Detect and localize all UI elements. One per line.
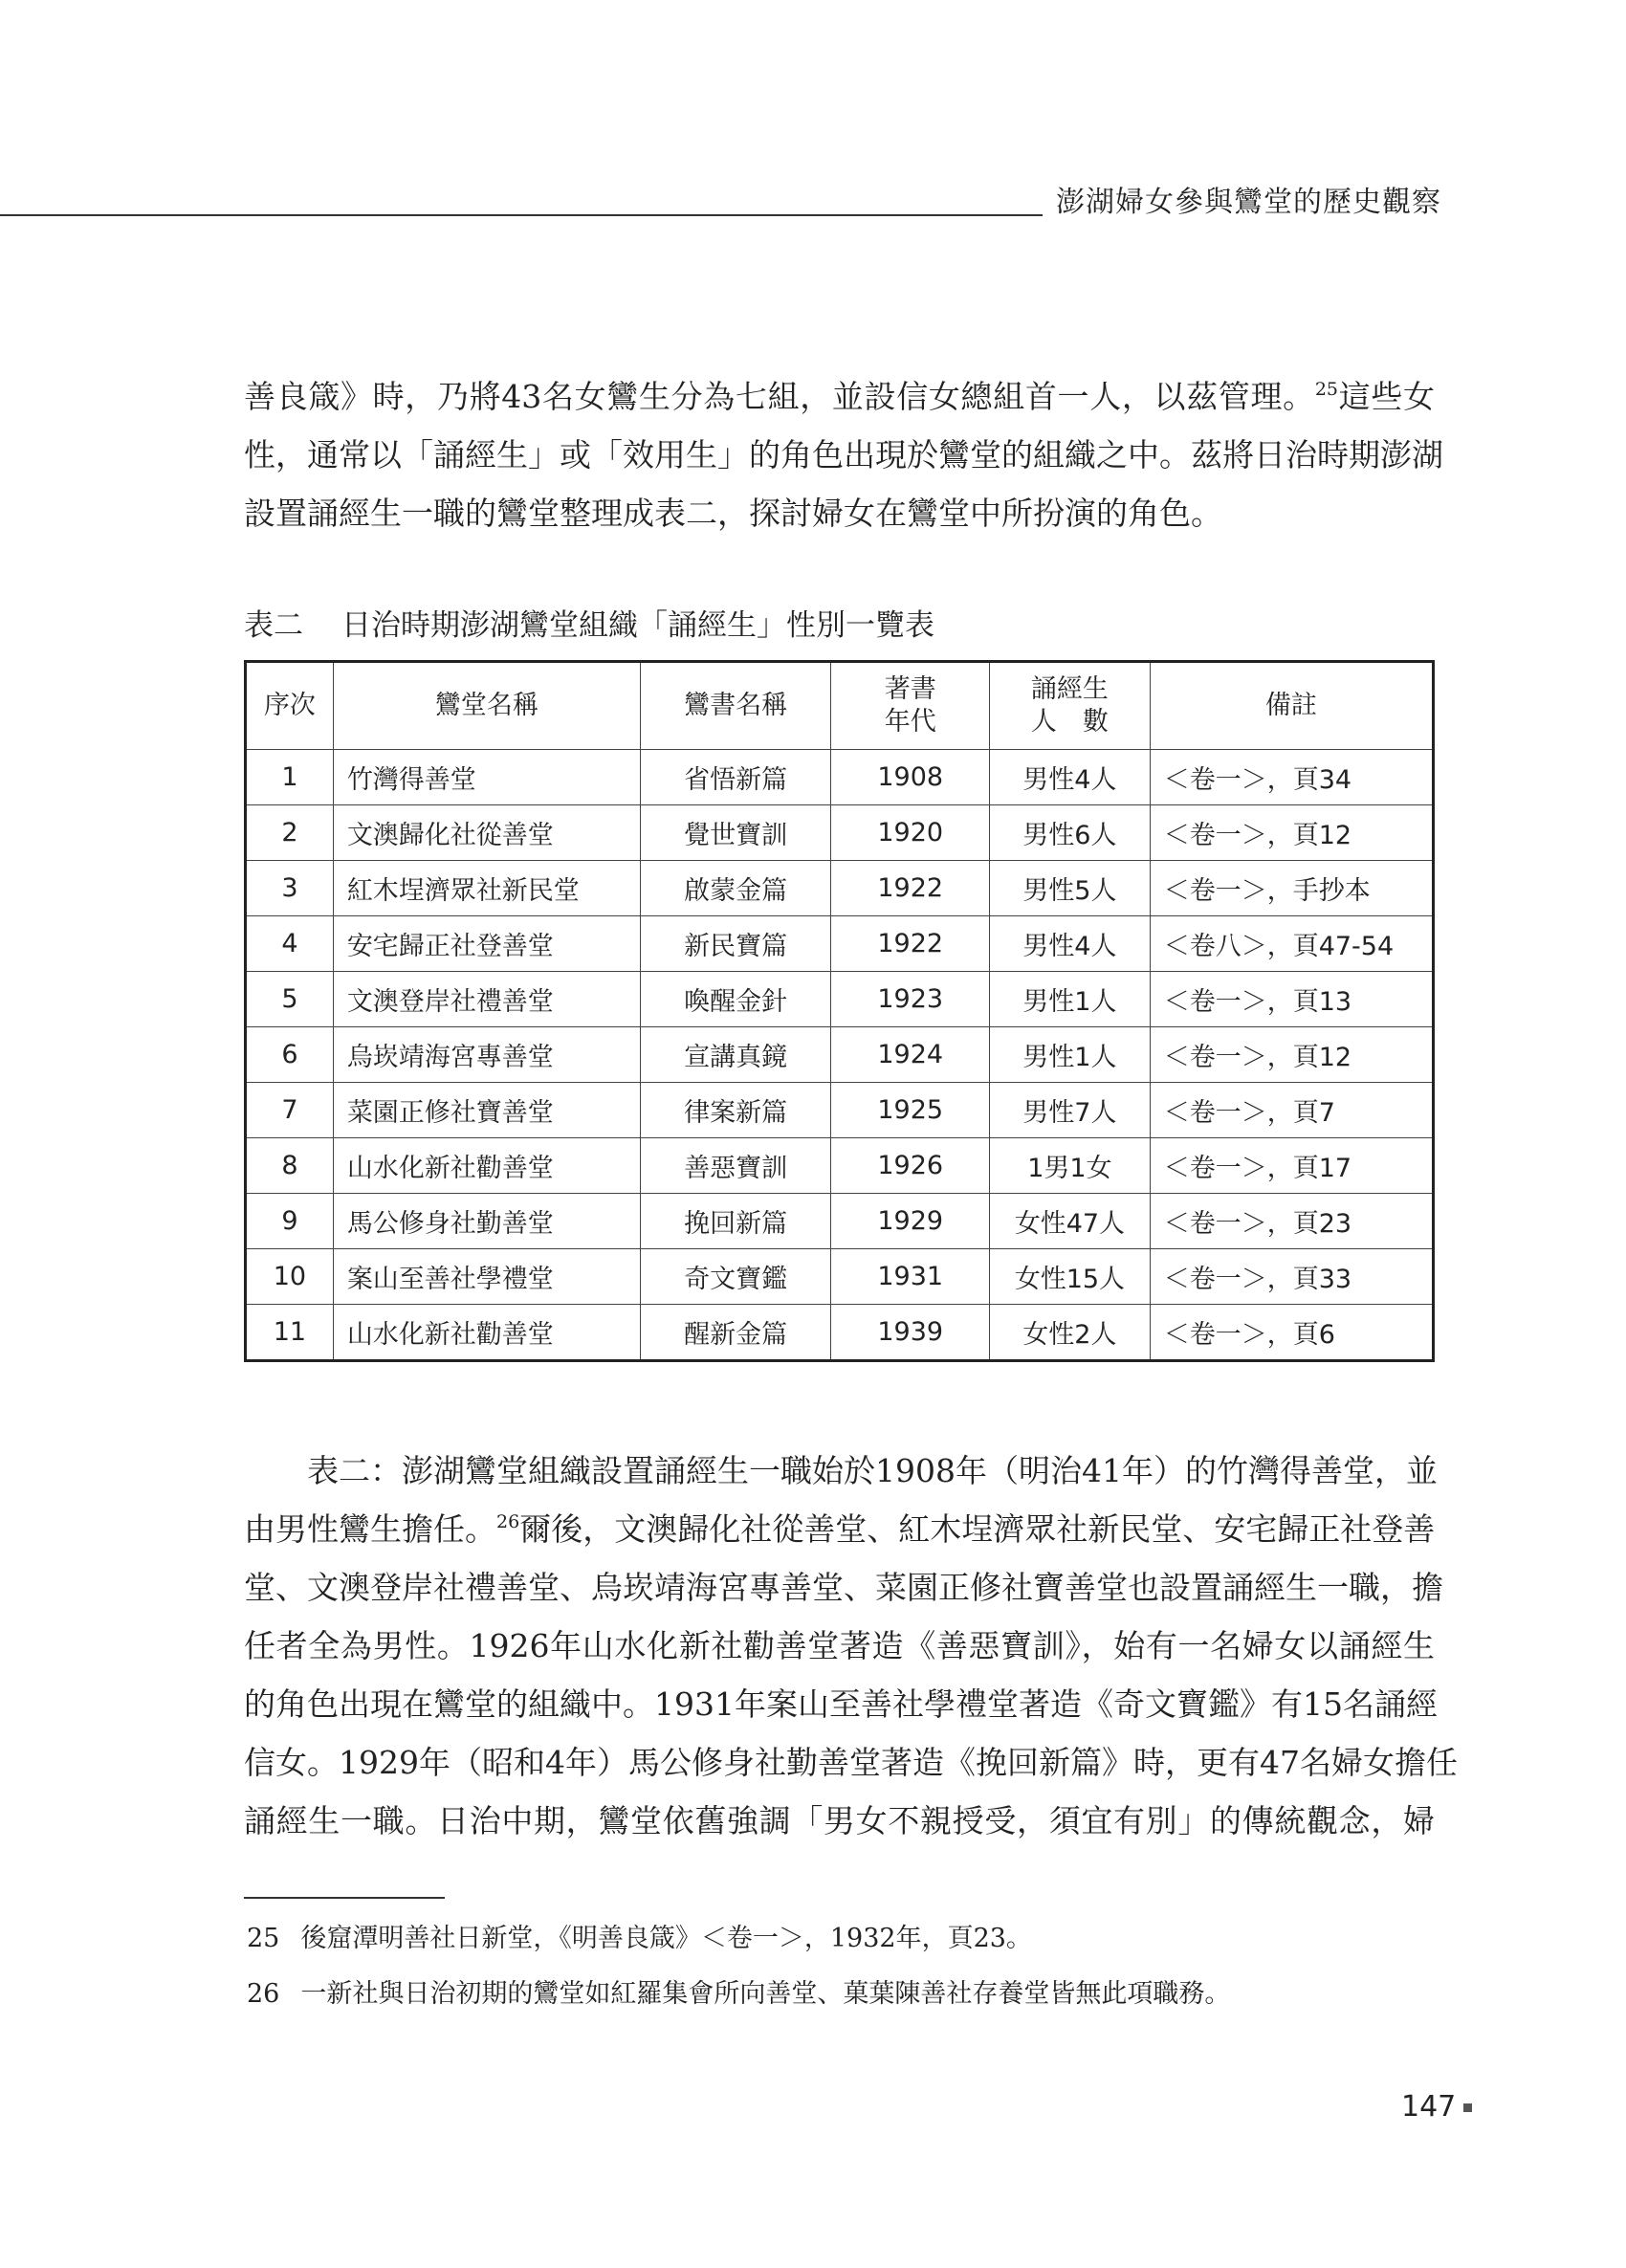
table-cell: 10 (246, 1249, 334, 1305)
table-cell: ＜卷一＞，頁17 (1150, 1138, 1433, 1194)
table-cell: 覺世寶訓 (640, 805, 830, 861)
table-cell: 1929 (831, 1194, 990, 1249)
table-cell: ＜卷一＞，手抄本 (1150, 861, 1433, 916)
table-cell: 男性1人 (990, 972, 1151, 1027)
footnote-26 (247, 1972, 1230, 2010)
table-cell: 11 (246, 1305, 334, 1361)
table-cell: 1922 (831, 916, 990, 972)
footnote-rule (244, 1897, 445, 1899)
table-header-row (246, 662, 1434, 750)
table-cell: 啟蒙金篇 (640, 861, 830, 916)
table-cell: 新民寶篇 (640, 916, 830, 972)
table-cell: 1925 (831, 1083, 990, 1138)
table-cell: 馬公修身社勤善堂 (333, 1194, 640, 1249)
table-cell: 文澳登岸社禮善堂 (333, 972, 640, 1027)
table-cell: 3 (246, 861, 334, 916)
footnote-ref-25: 25 (1314, 379, 1339, 400)
table-caption-number: 表二 (244, 608, 303, 643)
table-cell: 男性5人 (990, 861, 1151, 916)
header-note: 備註 (1150, 662, 1433, 750)
table-cell: ＜卷一＞，頁23 (1150, 1194, 1433, 1249)
table-cell: 菜園正修社寶善堂 (333, 1083, 640, 1138)
table-cell: 女性47人 (990, 1194, 1151, 1249)
paragraph-line: 堂、文澳登岸社禮善堂、烏崁靖海宮專善堂、菜園正修社寶善堂也設置誦經生一職，擔 (244, 1569, 1443, 1606)
table-cell: 省悟新篇 (640, 750, 830, 805)
table-cell: ＜卷一＞，頁7 (1150, 1083, 1433, 1138)
table-row (246, 1305, 1434, 1361)
table-cell: 2 (246, 805, 334, 861)
table-cell: 男性6人 (990, 805, 1151, 861)
table-cell: 女性15人 (990, 1249, 1151, 1305)
table-cell: 1920 (831, 805, 990, 861)
hall-chanters-table (244, 660, 1435, 1362)
table-cell: 律案新篇 (640, 1083, 830, 1138)
table-caption (244, 601, 934, 644)
table-cell: 1926 (831, 1138, 990, 1194)
page-number: 147 (1401, 2090, 1472, 2124)
table-cell: 4 (246, 916, 334, 972)
table-row (246, 916, 1434, 972)
table-cell: 女性2人 (990, 1305, 1151, 1361)
header-chanters: 誦經生 人 數 (990, 662, 1151, 750)
paragraph-line: 的角色出現在鸞堂的組織中。1931年案山至善社學禮堂著造《奇文寶鑑》有15名誦經 (244, 1685, 1438, 1723)
header-index: 序次 (246, 662, 334, 750)
table-row (246, 1083, 1434, 1138)
header-book-name: 鸞書名稱 (640, 662, 830, 750)
table-cell: 7 (246, 1083, 334, 1138)
table-cell: ＜卷一＞，頁6 (1150, 1305, 1433, 1361)
footnote-text: 後窟潭明善社日新堂，《明善良箴》＜卷一＞，1932年，頁23。 (300, 1924, 1032, 1953)
table-cell: ＜卷一＞，頁34 (1150, 750, 1433, 805)
table-cell: 山水化新社勸善堂 (333, 1138, 640, 1194)
table-cell: 男性4人 (990, 750, 1151, 805)
paragraph-line: 由男性鸞生擔任。$^{26}$爾後，文澳歸化社從善堂、紅木埕濟眾社新民堂、安宅歸正社登善 (244, 1510, 1436, 1548)
paragraph-1 (244, 367, 1443, 542)
table-cell: ＜卷一＞，頁33 (1150, 1249, 1433, 1305)
table-cell: 1924 (831, 1027, 990, 1083)
table-row (246, 861, 1434, 916)
table-cell: 善惡寶訓 (640, 1138, 830, 1194)
table-cell: 山水化新社勸善堂 (333, 1305, 640, 1361)
paragraph-line: 誦經生一職。日治中期，鸞堂依舊強調「男女不親授受，須宜有別」的傳統觀念，婦 (244, 1802, 1435, 1839)
table-cell: 1931 (831, 1249, 990, 1305)
table-row (246, 805, 1434, 861)
footnote-25 (247, 1917, 1032, 1954)
table-cell: 案山至善社學禮堂 (333, 1249, 640, 1305)
table-caption-title: 日治時期澎湖鸞堂組織「誦經生」性別一覽表 (341, 608, 934, 643)
table-cell: 男性1人 (990, 1027, 1151, 1083)
table-cell: 1922 (831, 861, 990, 916)
footnote-ref-26: 26 (496, 1511, 520, 1532)
table-cell: 1男1女 (990, 1138, 1151, 1194)
table-row (246, 1194, 1434, 1249)
footnote-number: 25 (247, 1924, 280, 1953)
table-cell: 紅木埕濟眾社新民堂 (333, 861, 640, 916)
table-cell: 8 (246, 1138, 334, 1194)
table-cell: 挽回新篇 (640, 1194, 830, 1249)
table-cell: 文澳歸化社從善堂 (333, 805, 640, 861)
table-row (246, 1249, 1434, 1305)
table-cell: 安宅歸正社登善堂 (333, 916, 640, 972)
page-marker-square-icon (1463, 2103, 1472, 2112)
table-cell: 1923 (831, 972, 990, 1027)
paragraph-line: 表二：澎湖鸞堂組織設置誦經生一職始於1908年（明治41年）的竹灣得善堂，並 (244, 1452, 1438, 1489)
table-cell: 男性7人 (990, 1083, 1151, 1138)
table-cell: 6 (246, 1027, 334, 1083)
table-row (246, 750, 1434, 805)
table-cell: 男性4人 (990, 916, 1151, 972)
table-cell: 奇文寶鑑 (640, 1249, 830, 1305)
table-cell: 9 (246, 1194, 334, 1249)
paragraph-line: 善良箴》時，乃將43名女鸞生分為七組，並設信女總組首一人，以茲管理。$^{25}$這些女 (244, 378, 1436, 415)
paragraph-line: 信女。1929年（昭和4年）馬公修身社勤善堂著造《挽回新篇》時，更有47名婦女擔任 (244, 1744, 1458, 1781)
table-row (246, 1027, 1434, 1083)
table-cell: 烏崁靖海宮專善堂 (333, 1027, 640, 1083)
table-cell: 醒新金篇 (640, 1305, 830, 1361)
header-year: 著書 年代 (831, 662, 990, 750)
running-title: 澎湖婦女參與鸞堂的歷史觀察 (1056, 186, 1441, 219)
table-cell: 5 (246, 972, 334, 1027)
table-cell: ＜卷一＞，頁12 (1150, 1027, 1433, 1083)
footnote-text: 一新社與日治初期的鸞堂如紅羅集會所向善堂、菓葉陳善社存養堂皆無此項職務。 (300, 1979, 1231, 2009)
table-cell: 1939 (831, 1305, 990, 1361)
header-rule (38, 214, 1043, 216)
paragraph-line: 設置誦經生一職的鸞堂整理成表二，探討婦女在鸞堂中所扮演的角色。 (244, 495, 1222, 532)
header-rule-tick (0, 214, 38, 216)
table-row (246, 972, 1434, 1027)
table-cell: 1908 (831, 750, 990, 805)
paragraph-2 (244, 1442, 1458, 1850)
table-cell: ＜卷八＞，頁47-54 (1150, 916, 1433, 972)
table-cell: ＜卷一＞，頁13 (1150, 972, 1433, 1027)
paragraph-line: 性，通常以「誦經生」或「效用生」的角色出現於鸞堂的組織之中。茲將日治時期澎湖 (244, 436, 1443, 473)
table-cell: 喚醒金針 (640, 972, 830, 1027)
table-row (246, 1138, 1434, 1194)
header-hall-name: 鸞堂名稱 (333, 662, 640, 750)
table-cell: 1 (246, 750, 334, 805)
table-cell: 宣講真鏡 (640, 1027, 830, 1083)
paragraph-line: 任者全為男性。1926年山水化新社勸善堂著造《善惡寶訓》，始有一名婦女以誦經生 (244, 1627, 1435, 1664)
table-cell: ＜卷一＞，頁12 (1150, 805, 1433, 861)
footnote-number: 26 (247, 1979, 280, 2009)
table-cell: 竹灣得善堂 (333, 750, 640, 805)
